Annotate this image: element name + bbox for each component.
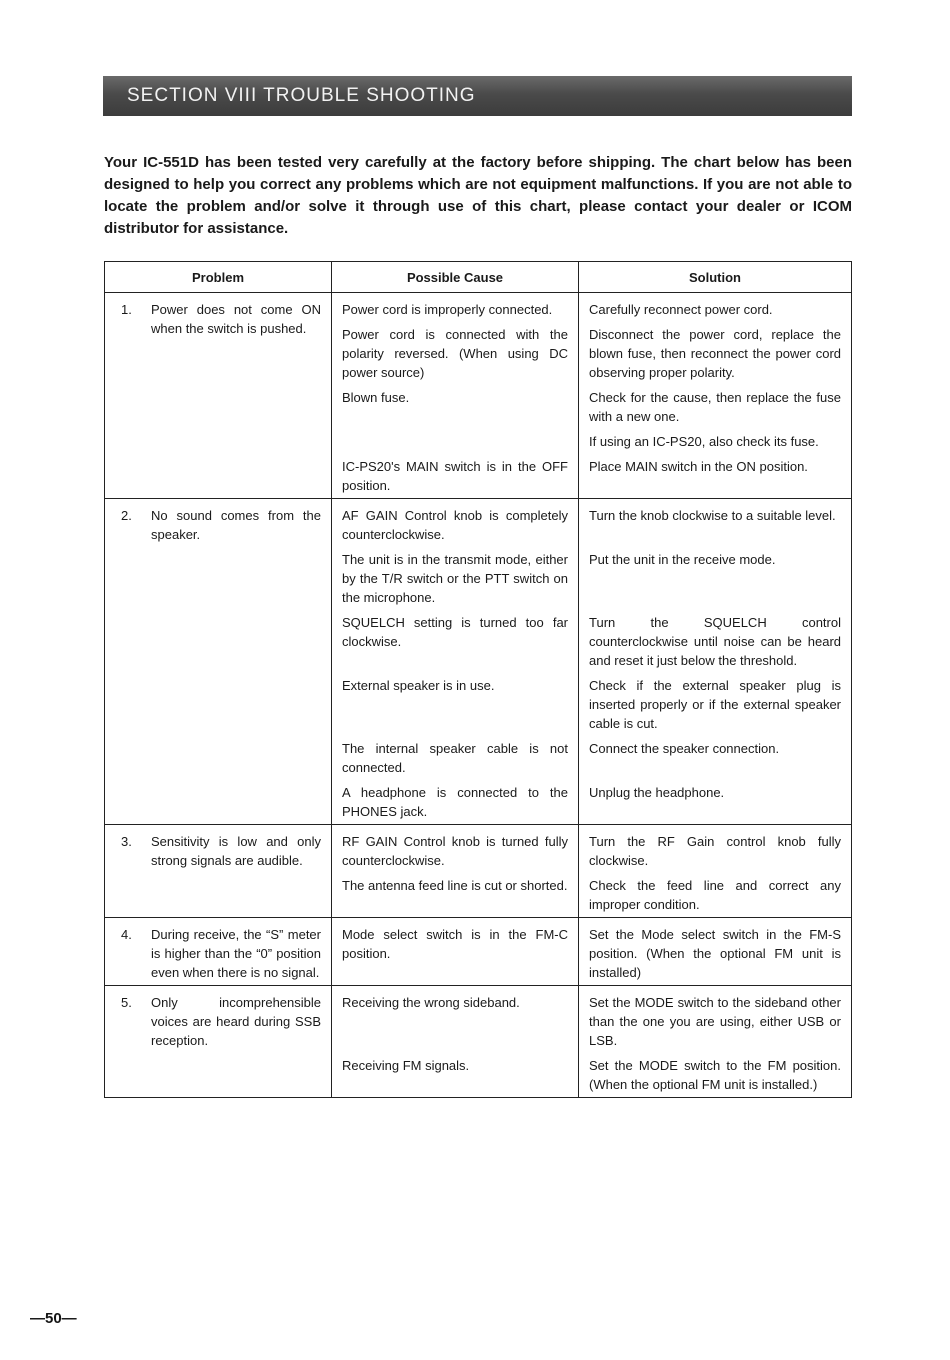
problem-text: During receive, the “S” meter is higher than the “0” position even when there is no signal. (151, 927, 321, 980)
cause-text: SQUELCH setting is turned too far clockwise. (342, 615, 568, 649)
cause-text: IC-PS20's MAIN switch is in the OFF position. (342, 459, 568, 493)
problem-number: 1. (121, 302, 132, 317)
cause-text: Receiving FM signals. (342, 1058, 470, 1073)
cause-text: The unit is in the transmit mode, either by the T/R switch or the PTT switch on the microphone. (342, 552, 568, 605)
problem-text: Power does not come ON when the switch is pushed. (151, 302, 321, 336)
table-row (105, 499, 852, 548)
cause-text: Mode select switch is in the FM-C position. (342, 927, 568, 961)
solution-cell (579, 825, 852, 874)
cause-cell (332, 429, 579, 454)
cause-cell (332, 780, 579, 825)
solution-text: Place MAIN switch in the ON position. (589, 459, 808, 474)
problem-number: 5. (121, 995, 132, 1010)
problem-number: 2. (121, 508, 132, 523)
cause-cell (332, 322, 579, 385)
cause-cell (332, 918, 579, 986)
solution-cell (579, 1053, 852, 1098)
solution-cell (579, 293, 852, 323)
table-header-row (105, 262, 852, 293)
solution-text: Check if the external speaker plug is inserted properly or if the external speaker cable is cut. (589, 678, 841, 731)
cause-cell (332, 293, 579, 323)
cause-cell (332, 986, 579, 1054)
solution-text: Turn the SQUELCH control counterclockwise until noise can be heard and reset it just below the threshold. (589, 615, 841, 668)
cause-text: Power cord is connected with the polarity reversed. (When using DC power source) (342, 327, 568, 380)
page-number: —50— (30, 1310, 77, 1327)
solution-text: Connect the speaker connection. (589, 741, 780, 756)
table-row (105, 986, 852, 1054)
cause-cell (332, 385, 579, 429)
problem-number: 3. (121, 834, 132, 849)
solution-cell (579, 454, 852, 499)
section-title-banner (103, 76, 852, 116)
problem-number: 4. (121, 927, 132, 942)
problem-cell (105, 293, 332, 499)
solution-cell (579, 547, 852, 610)
cause-text: Blown fuse. (342, 390, 410, 405)
cause-text: RF GAIN Control knob is turned fully counterclockwise. (342, 834, 568, 868)
cause-text: Power cord is improperly connected. (342, 302, 553, 317)
problem-entry (105, 297, 331, 341)
solution-cell (579, 385, 852, 429)
troubleshooting-table (104, 261, 852, 1098)
solution-cell (579, 429, 852, 454)
solution-cell (579, 673, 852, 736)
cause-text: Receiving the wrong sideband. (342, 995, 520, 1010)
cause-cell (332, 825, 579, 874)
cause-text: The antenna feed line is cut or shorted. (342, 878, 568, 893)
header-cause: Possible Cause (332, 262, 579, 293)
cause-cell (332, 454, 579, 499)
cause-cell (332, 673, 579, 736)
solution-text: Disconnect the power cord, replace the blown fuse, then reconnect the power cord observing proper polarity. (589, 327, 841, 380)
solution-text: Unplug the headphone. (589, 785, 725, 800)
problem-cell (105, 986, 332, 1098)
cause-text: AF GAIN Control knob is completely counterclockwise. (342, 508, 568, 542)
solution-cell (579, 918, 852, 986)
solution-text: Set the MODE switch to the FM position. (When the optional FM unit is installed.) (589, 1058, 841, 1092)
cause-cell (332, 1053, 579, 1098)
solution-cell (579, 780, 852, 825)
cause-cell (332, 547, 579, 610)
problem-cell (105, 918, 332, 986)
cause-text: External speaker is in use. (342, 678, 495, 693)
problem-entry (105, 990, 331, 1053)
problem-cell (105, 825, 332, 918)
solution-cell (579, 986, 852, 1054)
solution-text: Turn the knob clockwise to a suitable level. (589, 508, 836, 523)
solution-text: Put the unit in the receive mode. (589, 552, 776, 567)
problem-entry (105, 829, 331, 873)
problem-text: Sensitivity is low and only strong signals are audible. (151, 834, 321, 868)
header-solution: Solution (579, 262, 852, 293)
problem-entry (105, 922, 331, 985)
cause-text: The internal speaker cable is not connected. (342, 741, 568, 775)
header-problem: Problem (105, 262, 332, 293)
cause-cell (332, 873, 579, 918)
solution-cell (579, 610, 852, 673)
solution-text: Check for the cause, then replace the fuse with a new one. (589, 390, 841, 424)
solution-text: Set the MODE switch to the sideband other than the one you are using, either USB or LSB. (589, 995, 841, 1048)
table-row (105, 918, 852, 986)
table-row (105, 825, 852, 874)
cause-cell (332, 499, 579, 548)
intro-paragraph: Your IC-551D has been tested very carefully at the factory before shipping. The chart below has been designed to help you correct any problems which are not equipment malfunctions. If you are not able to locate the problem and/or solve it through use of this chart, please contact your dealer or ICOM distributor for assistance. (104, 154, 852, 237)
solution-text: Carefully reconnect power cord. (589, 302, 773, 317)
cause-cell (332, 610, 579, 673)
solution-cell (579, 736, 852, 780)
problem-text: No sound comes from the speaker. (151, 508, 321, 542)
solution-cell (579, 499, 852, 548)
solution-text: If using an IC-PS20, also check its fuse. (589, 434, 819, 449)
problem-cell (105, 499, 332, 825)
cause-text: A headphone is connected to the PHONES jack. (342, 785, 568, 819)
solution-text: Turn the RF Gain control knob fully clockwise. (589, 834, 841, 868)
problem-text: Only incomprehensible voices are heard during SSB reception. (151, 995, 321, 1048)
table-body (105, 293, 852, 1098)
solution-cell (579, 873, 852, 918)
table-row (105, 293, 852, 323)
solution-text: Check the feed line and correct any improper condition. (589, 878, 841, 912)
solution-cell (579, 322, 852, 385)
cause-text (332, 429, 578, 435)
problem-entry (105, 503, 331, 547)
solution-text: Set the Mode select switch in the FM-S position. (When the optional FM unit is installed) (589, 927, 841, 980)
cause-cell (332, 736, 579, 780)
section-title: SECTION VIII TROUBLE SHOOTING (127, 85, 476, 106)
